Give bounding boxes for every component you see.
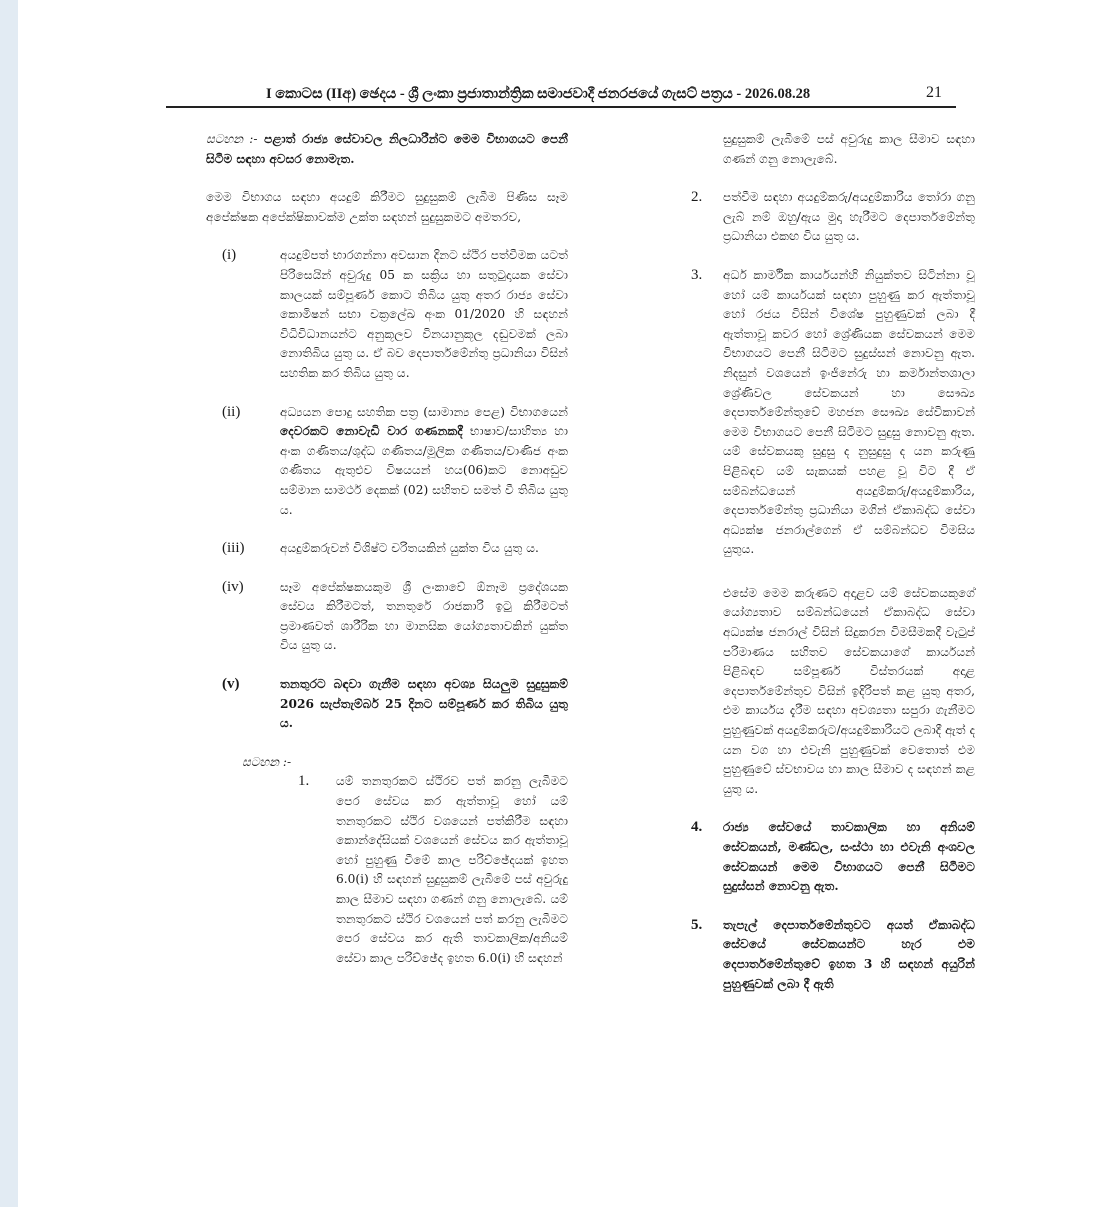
- qualification-item-iv: [206, 578, 568, 656]
- top-note: [206, 130, 568, 169]
- gazette-page: [18, 0, 1099, 1207]
- item-label: (v): [222, 676, 240, 693]
- item-text-bold: දෙවරකට නොවැඩි වාර ගණනකදී: [280, 424, 463, 439]
- item-text: [280, 403, 568, 521]
- item-text: අර්ධ කාර්මික කාර්යයන්හි නියුක්තව සිටින්නා වූ හෝ යම් කාර්යයක් සඳහා පුහුණු කර ඇත්තාවූ හෝ රජය විසින් විශේෂ පුහුණුවක් ලබා දී ඇත්තාවූ කවර හෝ ශ්‍රේණියක සේවකයන් මෙම විභාගයට පෙනී සිටීමට සුදුස්සන් නොවනු ඇත. නිදසුන් වශයෙන් ඉංජිනේරු හා කර්මාන්තශාලා ශ්‍රේණිවල සේවකයන් හා සෞඛ්‍ය දෙපාර්තමේන්තුවේ මහජන සෞඛ්‍ය සේවිකාවන් මෙම විභාගයට පෙනී සිටීමට සුදුසු නොවනු ඇත. යම් සේවකයකු සුදුසු ද නුසුදුසු ද යන කරුණු පිළිබඳව යම් සැකයක් පහළ වූ විට දී ඒ සම්බන්ධයෙන් අයදුම්කරු/අයදුම්කාරිය, දෙපාර්තමේන්තු ප්‍රධානියා මගින් ඒකාබද්ධ සේවා අධ්‍යක්ෂ ජනරාල්ගෙන් ඒ සම්බන්ධව විමසිය යුතුය.: [723, 267, 975, 557]
- note-number: 1.: [298, 773, 310, 790]
- page-header: [166, 82, 956, 108]
- note-item-5: [673, 916, 975, 994]
- item-text: සෑම අපේක්ෂකයකුම ශ්‍රී ලංකාවේ ඕනෑම ප්‍රදේශයක සේවය කිරීමටත්, තනතුරේ රාජකාරි ඉටු කිරීමටත් ප්‍රමාණවත් ශාරීරික හා මානසික යෝග්‍යතාවකින් යුක්ත විය යුතු ය.: [280, 579, 568, 653]
- item-number: 4.: [691, 819, 703, 836]
- left-column: [206, 130, 568, 968]
- qualification-item-iii: [206, 539, 568, 559]
- item-text-part: අධ්‍යයන පොදු සහතික පත්‍ර (සාමාන්‍ය පෙළ) විභාගයෙන්: [280, 404, 568, 419]
- item-label: (iv): [222, 578, 244, 595]
- item-text: රාජ්‍ය සේවයේ තාවකාලික හා අනියම් සේවකයන්, මණ්ඩල, සංස්ථා හා එවැනි අංශවල සේවකයන් මෙම විභාගයට පෙනී සිටීමට සුදුස්සන් නොවනු ඇත.: [723, 820, 975, 894]
- qualification-item-i: [206, 246, 568, 383]
- viewer-margin: [0, 0, 18, 1207]
- top-note-text: පළාත් රාජ්‍ය සේවාවල නිලධාරීන්ට මෙම විභාගයට පෙනී සිටීම සඳහා අවසර නොමැත.: [206, 132, 568, 166]
- item-text: තැපැල් දෙපාර්තමේන්තුවට අයත් ඒකාබද්ධ සේවයේ සේවකයන්ට හැර එම දෙපාර්තමේන්තුවේ ඉහත 3 හි සඳහන් අයුරින් පුහුණුවක් ලබා දී ඇති: [723, 917, 975, 991]
- item-number: 5.: [691, 916, 703, 933]
- item-number: 2.: [691, 189, 703, 206]
- note-item-4: [673, 818, 975, 896]
- qualification-item-ii: [206, 403, 568, 521]
- item-text: අයදුම්කරුවන් විශිෂ්ට චරිතයකින් යුක්ත විය යුතු ය.: [280, 541, 539, 556]
- item-label: (ii): [222, 403, 241, 420]
- bottom-note-item: [206, 772, 568, 968]
- item-number: 3.: [691, 266, 703, 283]
- item-text: පත්වීම සඳහා අයදුම්කරු/අයදුම්කාරිය තෝරා ගනු ලැබ් නම් ඔහු/ඇය මුදා හැරීමට දෙපාර්තමේන්තු ප්‍රධානියා එකඟ විය යුතු ය.: [723, 190, 975, 244]
- item-text-part: භාෂාව/සාහිත්‍ය හා අංක ගණිතය/ශුද්ධ ගණිතය/මූලික ගණිතය/වාණිජ අංක ගණිතය ඇතුළුව විෂයයන් හය(06)කට නොඅඩුව සම්මාන සාමර්ථ දෙකක් (02) සහිතව සමත් වී තිබිය යුතු ය.: [280, 424, 568, 517]
- qualification-item-v: [206, 675, 568, 734]
- header-title: I කොටස (IIඅ) ඡෙදය - ශ්‍රී ලංකා ප්‍රජාතාන්ත්‍රික සමාජවාදී ජනරජයේ ගැසට් පත්‍රය - 2026.08.28: [266, 86, 811, 102]
- item-text: අයදුම්පත් භාරගන්නා අවසාන දිනට ස්ථිර පත්වීමක යටත් පිරිසෙයින් අවුරුදු 05 ක සක්‍රිය හා සතුටුදායක සේවා කාලයක් සම්පූර්ණ කොට තිබිය යුතු අතර රාජ්‍ය සේවා කොමිෂන් සභා චක්‍රලේඛ අංක 01/2020 හි සඳහන් විධිවිධානයන්ට අනුකූලව විනයානුකූල දඬුවමක් ලබා නොතිබිය යුතු ය. ඒ බව දෙපාර්තමේන්තු ප්‍රධානියා විසින් සහතික කර තිබිය යුතු ය.: [280, 248, 568, 380]
- note-item-3: [673, 266, 975, 560]
- item-label: (i): [222, 247, 237, 264]
- page-number: 21: [926, 84, 942, 101]
- bottom-note-label: සටහන :-: [242, 754, 292, 769]
- right-column: [673, 130, 975, 994]
- intro-paragraph: මෙම විභාගය සඳහා අයදුම් කිරීමට සුදුසුකම් ලැබීම පිණිස සෑම අපේක්ෂක අපේක්ෂිකාවක්ම උක්ත සඳහන් සුදුසුකමට අමතරව,: [206, 190, 568, 224]
- top-note-label: සටහන :-: [206, 132, 258, 146]
- item-label: (iii): [222, 540, 245, 557]
- item-text: තනතුරට බඳවා ගැනීම සඳහා අවශ්‍ය සියලුම සුදුසුකම් 2026 සැප්තැම්බර් 25 දිනට සම්පූර්ණ කර තිබිය යුතු ය.: [280, 677, 568, 731]
- note-item-2: [673, 188, 975, 247]
- note-text: යම් තනතුරකට ස්ථිරව පත් කරනු ලැබීමට පෙර සේවය කර ඇත්තාවූ හෝ යම් තනතුරකට ස්ථිර වශයෙන් පත්කිරීම සඳහා කොන්දේසියක් වශයෙන් සේවය කර ඇත්තාවූ හෝ පුහුණු වීමේ කාල පරිච්ඡේදයක් ඉහත 6.0(i) හි සඳහන් සුදුසුකම් ලැබීමේ පස් අවුරුදු කාල සීමාව සඳහා ගණන් ගනු නොලැබේ. යම් තනතුරකට ස්ථිර වශයෙන් පත් කරනු ලැබීමට පෙර සේවය කර ඇති තාවකාලික/අනියම් සේවා කාල පරිච්ඡේද ඉහත 6.0(i) හි සඳහන්: [336, 774, 568, 965]
- extra-paragraph: එසේම මෙම කරුණට අදාළව යම් සේවකයකුගේ යෝග්‍යතාව සම්බන්ධයෙන් ඒකාබද්ධ සේවා අධ්‍යක්ෂ ජනරාල් විසින් සිදුකරන විමසීමකදී වැටුප් පරිමාණය සහිතව සේවකයාගේ කාර්යයන් පිළිබඳව සම්පූර්ණ විස්තරයක් අදාළ දෙපාර්තමේන්තුව විසින් ඉදිරිපත් කළ යුතු අතර, එම කාර්යය දැරීම සඳහා අවශ්‍යතා සපුරා ගැනීමට පුහුණුවක් අයදුම්කරුට/අයදුම්කාරියට ලබාදී ඇත් ද යන වග හා එවැනි පුහුණුවක් වෙතොත් එම පුහුණුවේ ස්වභාවය හා කාල සීමාව ද සඳහන් කළ යුතු ය.: [723, 585, 975, 796]
- continuation-text: සුදුසුකම් ලැබීමේ පස් අවුරුදු කාල සීමාව සඳහා ගණන් ගනු නොලැබේ.: [723, 132, 975, 166]
